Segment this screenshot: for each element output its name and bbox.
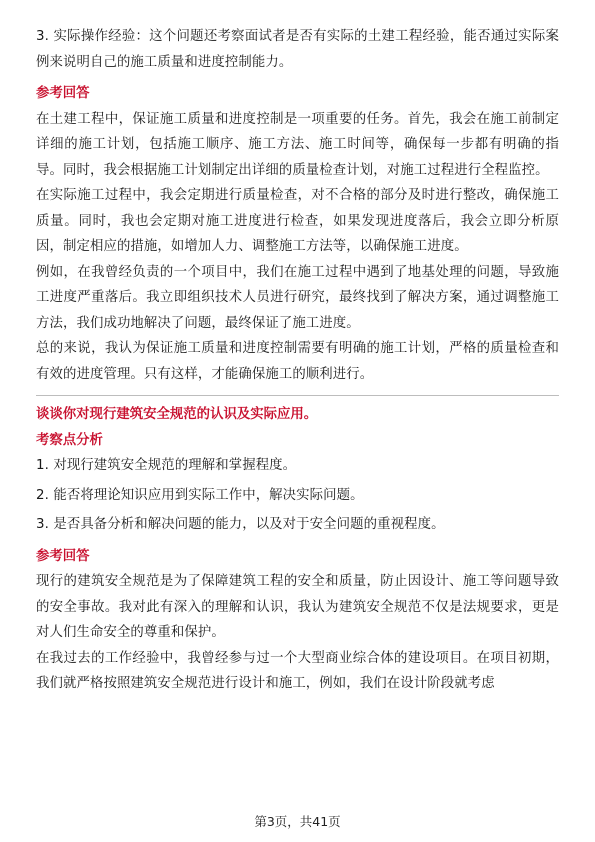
document-page [36, 24, 559, 697]
analysis-point: 1. 对现行建筑安全规范的理解和掌握程度。 [36, 458, 297, 473]
analysis-point: 2. 能否将理论知识应用到实际工作中，解决实际问题。 [36, 487, 364, 503]
answer-paragraph: 在我过去的工作经验中，我曾经参与过一个大型商业综合体的建设项目。在项目初期，我们就严格按照建筑安全规范进行设计和施工，例如，我们在设计阶段就考虑 [36, 650, 559, 691]
answer-heading-1: 参考回答 [36, 86, 90, 101]
answer-paragraph: 例如，在我曾经负责的一个项目中，我们在施工过程中遇到了地基处理的问题，导致施工进度严重落后。我立即组织技术人员进行研究，最终找到了解决方案，通过调整施工方法，我们成功地解决了问题，最终保证了施工进度。 [36, 264, 559, 331]
analysis-point: 3. 是否具备分析和解决问题的能力，以及对于安全问题的重视程度。 [36, 517, 445, 532]
answer-paragraph: 在实际施工过程中，我会定期进行质量检查，对不合格的部分及时进行整改，确保施工质量。同时，我也会定期对施工进度进行检查，如果发现进度落后，我会立即分析原因，制定相应的措施，如增加人力、调整施工方法等，以确保施工进度。 [36, 188, 559, 254]
answer-paragraph: 现行的建筑安全规范是为了保障建筑工程的安全和质量，防止因设计、施工等问题导致的安全事故。我对此有深入的理解和认识，我认为建筑安全规范不仅是法规要求，更是对人们生命安全的尊重和保护。 [36, 574, 559, 640]
page-number: 第3页，共41页 [254, 814, 341, 829]
intro-point: 3. 实际操作经验：这个问题还考察面试者是否有实际的土建工程经验，能否通过实际案例来说明自己的施工质量和进度控制能力。 [36, 29, 559, 70]
question-title: 谈谈你对现行建筑安全规范的认识及实际应用。 [36, 407, 318, 422]
answer-paragraph: 在土建工程中，保证施工质量和进度控制是一项重要的任务。首先，我会在施工前制定详细的施工计划，包括施工顺序、施工方法、施工时间等，确保每一步都有明确的指导。同时，我会根据施工计划制定出详细的质量检查计划，对施工过程进行全程监控。 [36, 111, 559, 178]
section-divider [36, 395, 559, 396]
analysis-heading: 考察点分析 [36, 432, 103, 448]
answer-heading-2: 参考回答 [36, 548, 90, 564]
answer-paragraph: 总的来说，我认为保证施工质量和进度控制需要有明确的施工计划，严格的质量检查和有效的进度管理。只有这样，才能确保施工的顺利进行。 [36, 341, 559, 382]
